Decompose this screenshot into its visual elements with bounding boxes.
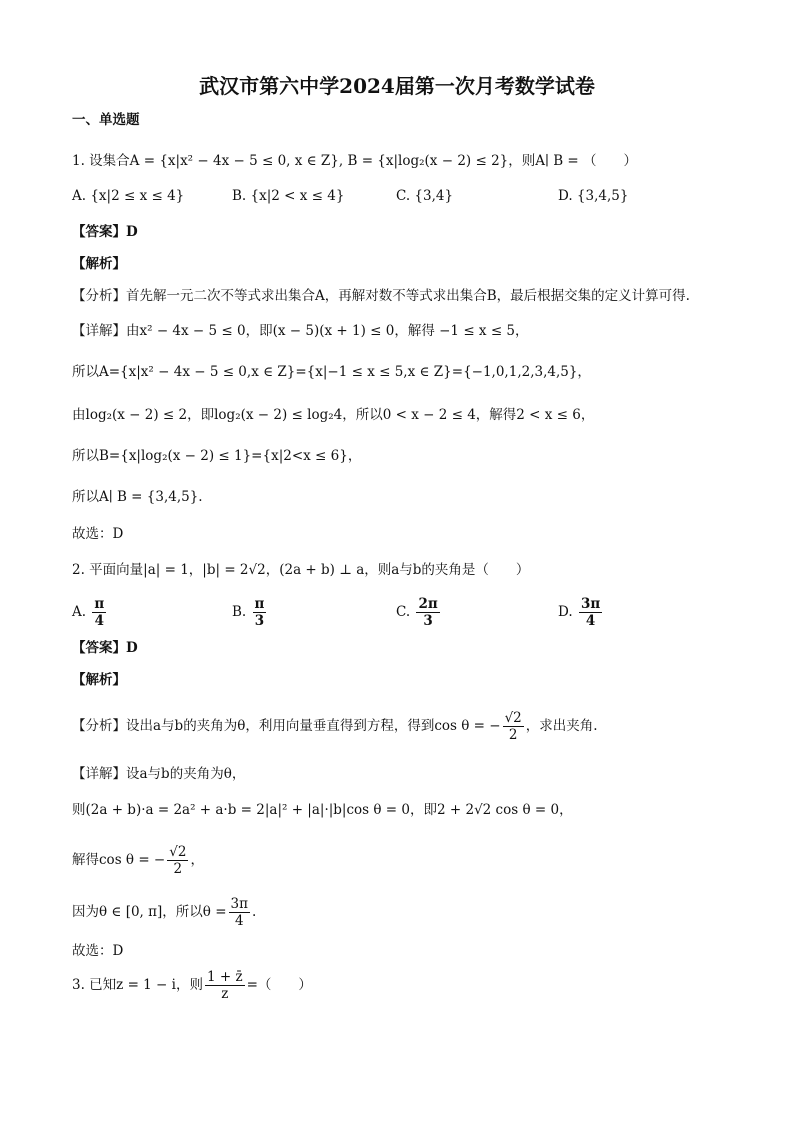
q2-stem: 2. 平面向量|a| = 1，|b| = 2√2，(2a + b) ⊥ a，则a与b的夹角是（ ） [72, 562, 530, 578]
q3-stem-post: =（ ） [246, 977, 312, 993]
q2-option-d-fraction [579, 596, 602, 629]
q2-detail-line4 [72, 894, 256, 930]
q2-analysis-post: ，求出夹角. [525, 718, 598, 734]
q2-option-a-fraction [92, 596, 106, 629]
q2-line3-num: √2 [169, 844, 187, 860]
q1-option-a: A. {x|2 ≤ x ≤ 4} [72, 188, 185, 204]
q1-option-d: D. {3,4,5} [558, 188, 629, 204]
q2-option-a [72, 596, 108, 629]
q2-line3-den: 2 [173, 861, 183, 877]
q2-detail-line2: 则(2a + b)·a = 2a² + a·b = 2|a|² + |a|·|b|cos θ = 0，即2 + 2√2 cos θ = 0， [72, 802, 573, 818]
q2-option-c [396, 596, 442, 629]
q1-detail-line2: 所以A={x|x² − 4x − 5 ≤ 0,x ∈ Z}={x|−1 ≤ x ≤ 5,x ∈ Z}={−1,0,1,2,3,4,5}， [72, 364, 591, 380]
q2-line4-pre: 因为θ ∈ [0, π]，所以θ = [72, 904, 227, 920]
q1-choose: 故选：D [72, 526, 124, 542]
q2-detail-line3 [72, 842, 204, 878]
q2-analysis-den: 2 [508, 727, 518, 743]
q2-analysis-fraction [503, 710, 524, 743]
q2-option-a-den: 4 [94, 613, 104, 629]
q2-option-a-num: π [94, 596, 105, 612]
q3-stem-den: z [221, 986, 229, 1002]
q2-line4-num: 3π [230, 896, 248, 912]
q3-stem-fraction [205, 969, 245, 1002]
q2-analysis-pre: 【分析】设出a与b的夹角为θ，利用向量垂直得到方程，得到cos θ = − [72, 718, 501, 734]
q2-option-c-label: C. [396, 604, 411, 620]
q2-option-b-den: 3 [254, 613, 265, 629]
q2-option-b [232, 596, 268, 629]
q2-option-a-label: A. [72, 604, 87, 620]
q2-option-d-den: 4 [585, 613, 596, 629]
q2-line4-den: 4 [234, 913, 244, 929]
q2-choose: 故选：D [72, 943, 124, 959]
q1-option-b: B. {x|2 < x ≤ 4} [232, 188, 345, 204]
q3-stem-pre: 3. 已知z = 1 − i，则 [72, 977, 203, 993]
q1-detail-line4: 所以B={x|log₂(x − 2) ≤ 1}={x|2<x ≤ 6}， [72, 448, 362, 464]
q2-answer: 【答案】D [72, 640, 138, 656]
q2-option-d [558, 596, 604, 629]
section-heading: 一、单选题 [72, 112, 140, 128]
q2-line3-fraction [167, 844, 188, 877]
q2-analysis-num: √2 [504, 710, 522, 726]
q2-line4-post: . [251, 904, 257, 920]
q2-option-c-den: 3 [423, 613, 433, 629]
q1-jiexi-label: 【解析】 [72, 256, 126, 272]
q3-stem-num: 1 + z̄ [206, 969, 243, 985]
q2-analysis [72, 708, 598, 744]
q1-stem: 1. 设集合A = {x|x² − 4x − 5 ≤ 0, x ∈ Z}, B = {x|log₂(x − 2) ≤ 2}，则A∣ B = （ ） [72, 153, 638, 169]
q1-option-c: C. {3,4} [396, 188, 454, 204]
q1-detail-line5: 所以A∣ B = {3,4,5}. [72, 489, 203, 505]
q3-stem [72, 967, 312, 1003]
q2-line3-post: ， [190, 852, 204, 868]
q1-detail-line1: 【详解】由x² − 4x − 5 ≤ 0，即(x − 5)(x + 1) ≤ 0，解得 −1 ≤ x ≤ 5， [72, 323, 529, 339]
q2-option-b-num: π [254, 596, 265, 612]
q2-line4-fraction [229, 896, 250, 929]
q1-answer: 【答案】D [72, 224, 138, 240]
q2-option-d-label: D. [558, 604, 573, 620]
q2-option-c-num: 2π [418, 596, 438, 612]
q2-line3-pre: 解得cos θ = − [72, 852, 166, 868]
q2-option-b-label: B. [232, 604, 247, 620]
q2-jiexi-label: 【解析】 [72, 672, 126, 688]
q2-detail-line1: 【详解】设a与b的夹角为θ， [72, 766, 246, 782]
q2-option-c-fraction [416, 596, 439, 629]
q1-detail-line3: 由log₂(x − 2) ≤ 2，即log₂(x − 2) ≤ log₂4，所以0 < x − 2 ≤ 4，解得2 < x ≤ 6， [72, 407, 595, 423]
exam-title: 武汉市第六中学2024届第一次月考数学试卷 [199, 74, 595, 98]
q2-option-b-fraction [253, 596, 267, 629]
q2-option-d-num: 3π [580, 596, 601, 612]
q1-analysis: 【分析】首先解一元二次不等式求出集合A，再解对数不等式求出集合B，最后根据交集的定义计算可得. [72, 288, 690, 304]
